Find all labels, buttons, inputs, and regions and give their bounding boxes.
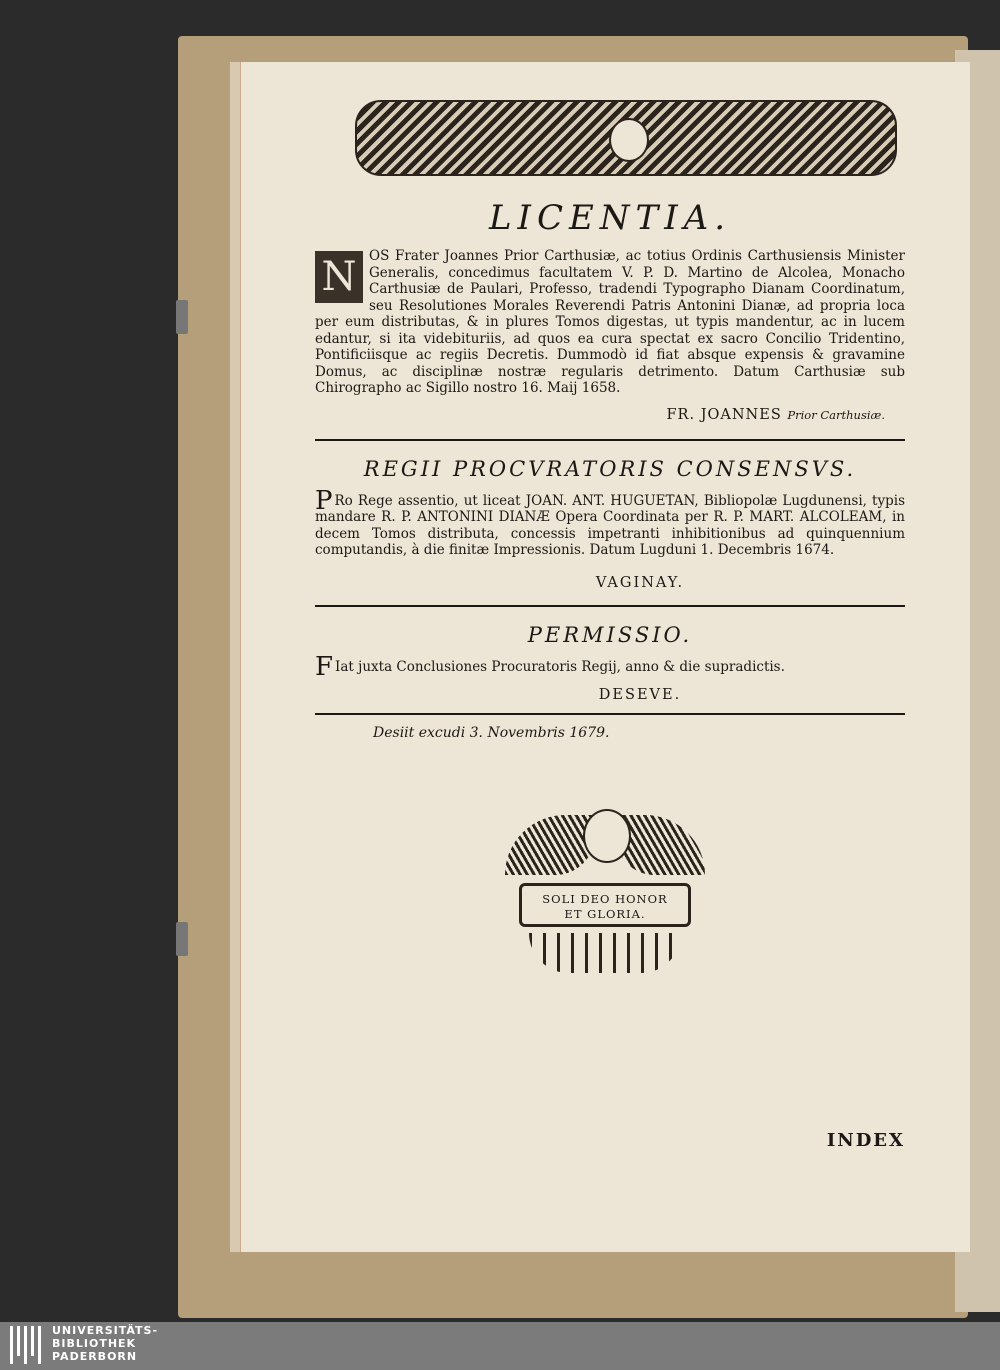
motto-line-2: ET GLORIA. (564, 907, 646, 921)
clasp-icon (176, 300, 188, 334)
divider-rule (315, 713, 905, 715)
signature-title: Prior Carthusiæ. (787, 407, 885, 422)
cherub-head-icon (583, 809, 631, 863)
licentia-heading: LICENTIA. (488, 198, 732, 238)
page-gutter (230, 62, 241, 1252)
licentia-text: OS Frater Joannes Prior Carthusiæ, ac totius Ordinis Carthusiensis Minister Generalis, concedimus facultatem V. P. D. Martino de Alcolea, Monacho Carthusiæ de Paulari, Professo, tradendi Typographo Dianam Coordinatum, seu Resolutiones Morales Reverendi Patris Antonini Dianæ, ad propria loca per eum distributas, & in plures Tomos digestas, ut typis mandentur, ac in lucem edantur, si ita videbituriis, ad quos ea cura spectat ex sacro Concilio Tridentino, Pontificiisque ac regiis Decretis. Dummodò id fiat absque expensis & gravamine Domus, ac disciplinæ nostræ regularis detrimento. Datum Carthusiæ sub Chirographo ac Sigillo nostro 16. Maij 1658. (315, 248, 905, 396)
cherub-emblem-icon (505, 809, 705, 979)
consensus-text: Ro Rege assentio, ut liceat JOAN. ANT. HUGUETAN, Bibliopolæ Lugdunensi, typis mandare R. P. ANTONINI DIANÆ Opera Coordinata per R. P. MART. ALCOLEAM, in decem Tomos distributa, concessis impetranti inhibitionibus ad quinquennium computandis, à die finitæ Impressionis. Datum Lugduni 1. Decembris 1674. (315, 492, 905, 558)
divider-rule (315, 439, 905, 441)
licentia-paragraph (315, 248, 905, 397)
permissio-text: Iat juxta Conclusiones Procuratoris Regij, anno & die supradictis. (335, 658, 785, 675)
permissio-signature: DESEVE. (598, 687, 682, 703)
motto-line-1: SOLI DEO HONOR (542, 892, 668, 906)
logo-line-2: BIBLIOTHEK (52, 1337, 137, 1350)
page-content (315, 100, 905, 1151)
mask-face-icon (609, 118, 649, 162)
dropcap-f: F (315, 651, 334, 682)
library-logo-text[interactable] (52, 1324, 158, 1363)
permissio-paragraph (315, 651, 905, 682)
clasp-icon (176, 922, 188, 956)
catchword: INDEX (826, 1130, 905, 1151)
library-logo-icon (8, 1324, 44, 1368)
headpiece-ornament-icon (355, 100, 897, 176)
consensus-heading: REGII PROCVRATORIS CONSENSVS. (363, 456, 857, 481)
motto-banner (519, 883, 691, 927)
colophon: Desiit excudi 3. Novembris 1679. (373, 725, 610, 741)
dropcap-n: N (315, 251, 363, 303)
logo-line-3: PADERBORN (52, 1350, 138, 1363)
dropcap-p: P (315, 485, 333, 516)
logo-line-1: UNIVERSITÄTS- (52, 1324, 159, 1337)
signature-name: FR. JOANNES (666, 406, 782, 423)
consensus-signature: VAGINAY. (595, 574, 685, 591)
licentia-signature (315, 407, 885, 423)
consensus-paragraph (315, 485, 905, 559)
permissio-heading: PERMISSIO. (527, 622, 693, 647)
tassel-icon (529, 933, 681, 973)
wing-icon (505, 815, 595, 875)
divider-rule (315, 605, 905, 607)
